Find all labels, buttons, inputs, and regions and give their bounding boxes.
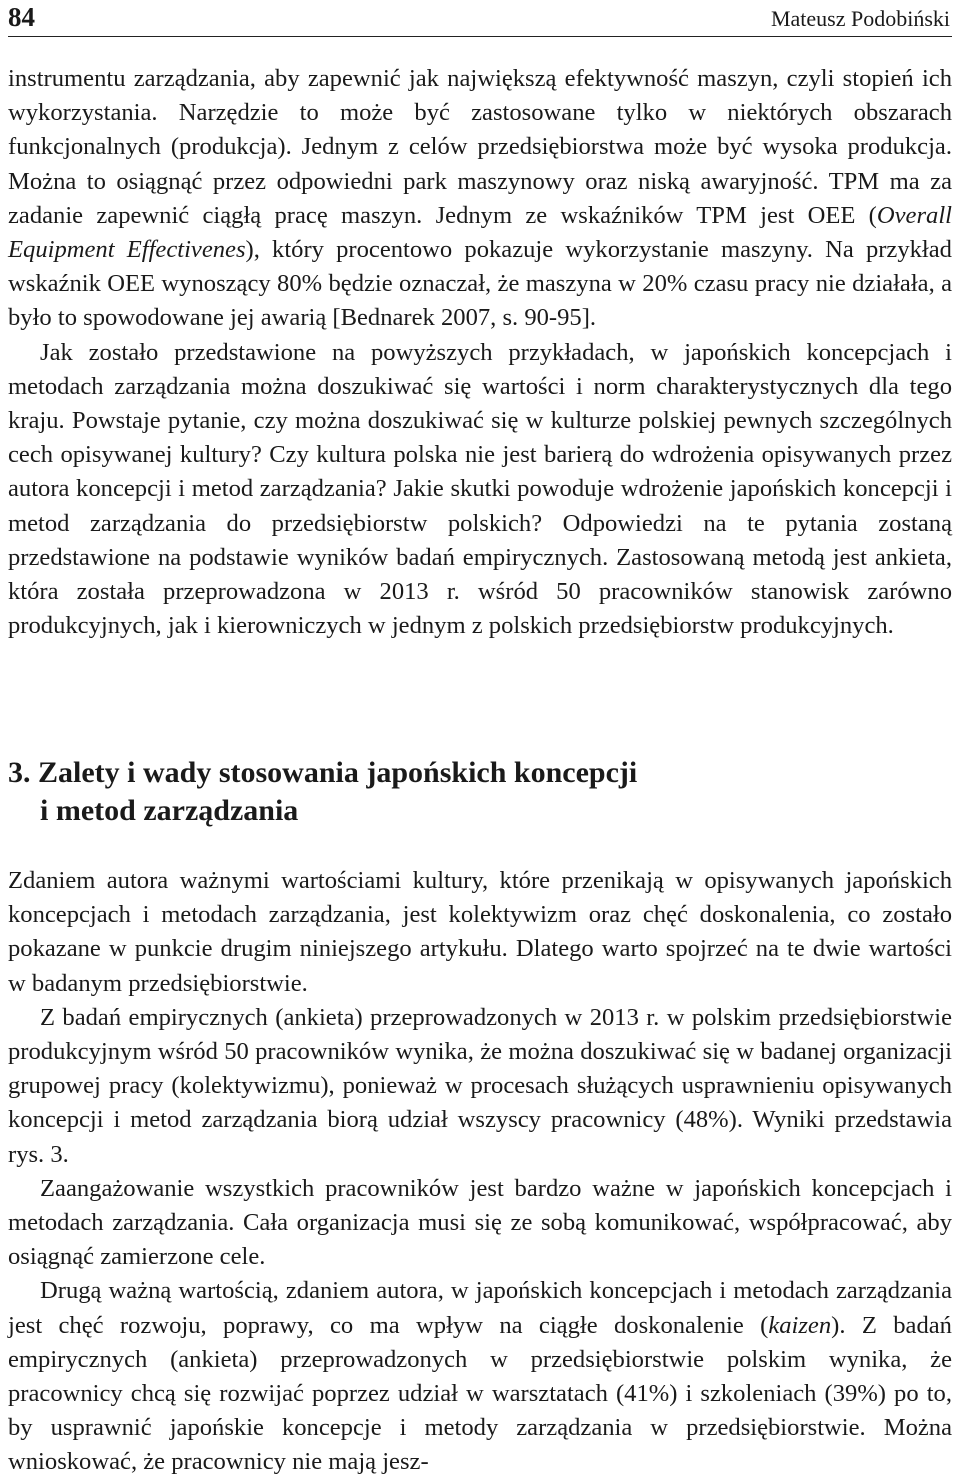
section-heading-line2: i metod zarządzania: [40, 794, 299, 827]
paragraph-research-question: Jak zostało przedstawione na powyższych przykładach, w japońskich koncepcjach i metodach zarządzania można doszukiwać się wartości i norm charakterystycznych dla tego kraju. Powstaje pytanie, czy można doszukiwać się w kulturze polskiej pewnych szczególnych cech opisywanej kultury? Czy kultura polska nie jest barierą do wdrożenia opisywanych przez autora koncepcji i metod zarządzania? Jakie skutki powoduje wdrożenie japońskich koncepcji i metod zarządzania do przedsiębiorstw polskich? Odpowiedzi na te pytania zostaną przedstawione na podstawie wyników badań empirycznych. Zastosowaną metodą jest ankieta, która została przeprowadzona w 2013 r. wśród 50 pracowników stanowisk zarówno produkcyjnych, jak i kierowniczych w jednym z polskich przedsiębiorstw produkcyjnych.: [8, 338, 952, 640]
paragraph-kaizen: Drugą ważną wartością, zdaniem autora, w japońskich koncepcjach i metodach zarządzania jest chęć rozwoju, poprawy, co ma wpływ na ciągłe doskonalenie (kaizen). Z badań empirycznych (ankieta) przeprowadzonych w przedsiębiorstwie polskim wynika, że pracownicy chcą się rozwijać poprzez udział w warsztatach (41%) i szkoleniach (39%) po to, by usprawnić japońskie koncepcje i metody zarządzania w przedsiębiorstwie. Można wnioskować, że pracownicy nie mają jesz-: [8, 1277, 952, 1476]
page-number: 84: [8, 2, 35, 32]
body-text-section: [8, 864, 952, 1480]
running-author: Mateusz Podobiński: [770, 6, 950, 31]
italic-term-kaizen: kaizen: [768, 1311, 832, 1339]
paragraph-tpm: instrumentu zarządzania, aby zapewnić jak największą efektywność maszyn, czyli stopień ich wykorzystania. Narzędzie to może być zastosowane tylko w niektórych obszarach funkcjonalnych (produkcja). Jednym z celów przedsiębiorstwa może być wysoka produkcja. Można to osiągnąć przez odpowiedni park maszynowy oraz niską awaryjność. TPM ma za zadanie zapewnić ciągłą pracę maszyn. Jednym ze wskaźników TPM jest OEE (Overall Equipment Effectivenes), który procentowo pokazuje wykorzystanie maszyny. Na przykład wskaźnik OEE wynoszący 80% będzie oznaczał, że maszyna w 20% czasu pracy nie działała, a było to spowodowane jej awarią [Bednarek 2007, s. 90-95].: [8, 65, 952, 332]
header-rule: [8, 36, 952, 37]
paragraph-collectivism: Z badań empirycznych (ankieta) przeprowadzonych w 2013 r. w polskim przedsiębiorstwie produkcyjnym wśród 50 pracowników wynika, że można doszukiwać się w badanej organizacji grupowej pracy (kolektywizmu), ponieważ w procesach służących usprawnieniu opisywanych koncepcji i metod zarządzania biorą udział wszyscy pracownicy (48%). Wyniki przedstawia rys. 3.: [8, 1003, 952, 1168]
section-heading-line1: 3. Zalety i wady stosowania japońskich koncepcji: [8, 756, 638, 789]
paragraph-engagement: Zaangażowanie wszystkich pracowników jest bardzo ważne w japońskich koncepcjach i metodach zarządzania. Cała organizacja musi się ze sobą komunikować, współpracować, aby osiągnąć zamierzone cele.: [8, 1174, 952, 1271]
paragraph-values: Zdaniem autora ważnymi wartościami kultury, które przenikają w opisywanych japońskich koncepcjach i metodach zarządzania, jest kolektywizm oraz chęć doskonalenia, co zostało pokazane w punkcie drugim niniejszego artykułu. Dlatego warto spojrzeć na te dwie wartości w badanym przedsiębiorstwie.: [8, 867, 952, 997]
body-text-top: [8, 62, 952, 643]
italic-term-oee: Overall Equipment Effectivenes: [8, 201, 952, 264]
running-header: [8, 0, 952, 36]
section-heading: [8, 754, 908, 830]
